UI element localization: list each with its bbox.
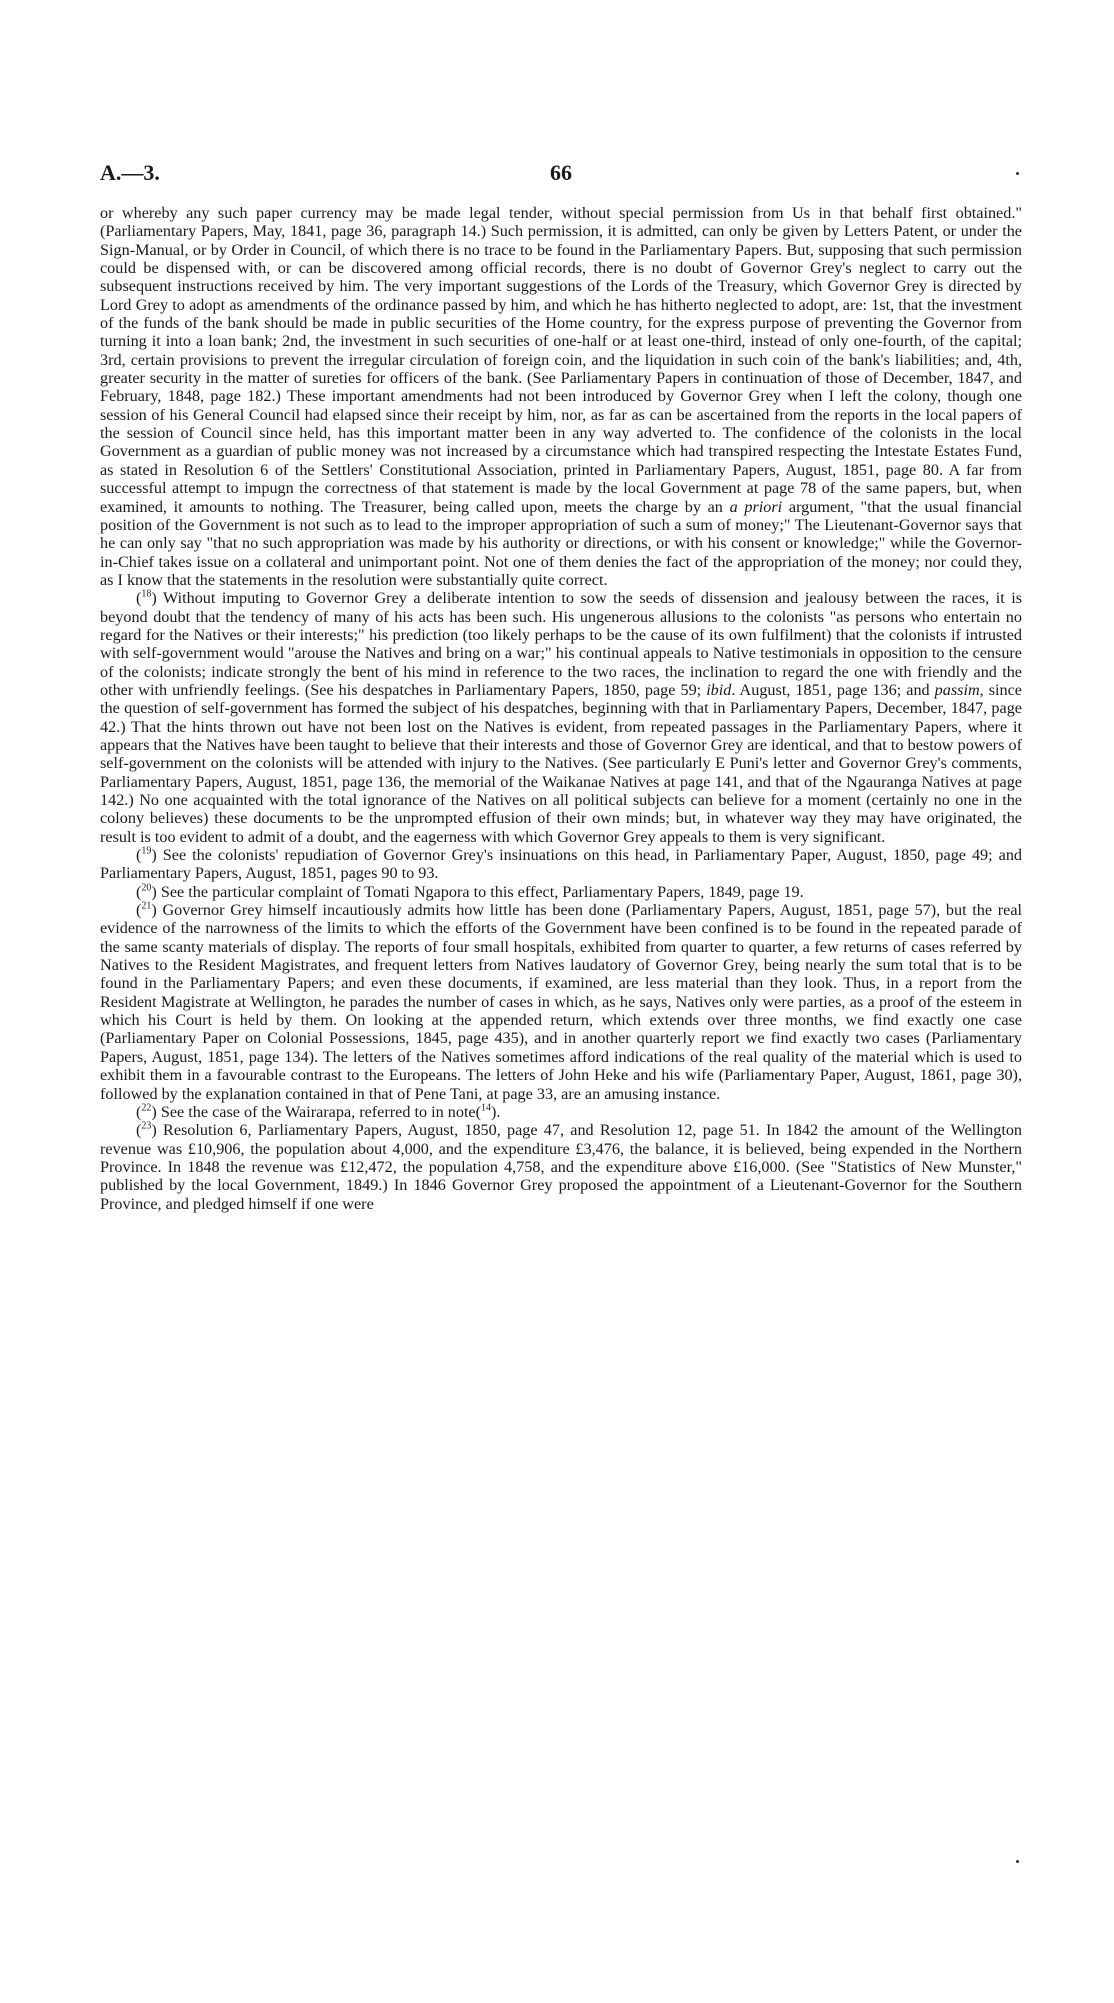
body-text [100, 204, 1022, 1213]
continued-paragraph [100, 204, 1022, 589]
note-18: ($^{18}$) Without imputing to Governor Grey a deliberate intention to sow the seeds of dissension and jealousy between the races, it is beyond doubt that the tendency of many of his acts has been such. His ungenerous allusions to the colonists "as persons who entertain no regard for the Natives or their interests;" his prediction (too likely perhaps to be the cause of its own fulfilment) that the colonists if intrusted with self-government would "arouse the Natives and bring on a war;" his continual appeals to Native testimonials in opposition to the censure of the colonists; indicate strongly the bent of his mind in reference to the two races, the inclination to regard the one with friendly and the other with unfriendly feelings. (See his despatches in Parliamentary Papers, 1850, page 59; ibid. August, 1851, page 136; and passim, since the question of self-government has formed the subject of his despatches, beginning with that in Parliamentary Papers, December, 1847, page 42.) That the hints thrown out have not been lost on the Natives is evident, from repeated passages in the Parliamentary Papers, where it appears that the Natives have been taught to believe that their interests and those of Governor Grey are identical, and that to bestow powers of self-government on the colonists will be attended with injury to the Natives. (See particularly E Puni's letter and Governor Grey's comments, Parliamentary Papers, August, 1851, page 136, the memorial of the Waikanae Natives at page 141, and that of the Ngauranga Natives at page 142.) No one acquainted with the total ignorance of the Natives on all political subjects can believe for a moment (certainly no one in the colony believes) these documents to be the unprompted effusion of their own minds; but, in whatever way they may have originated, the result is too evident to admit of a doubt, and the eagerness with which Governor Grey appeals to them is very significant. [100, 588, 1022, 846]
margin-mark [1016, 1860, 1019, 1863]
paragraph-text: argument, "that the usual financial position of the Government is not such as to lead to the improper appropriation of such a sum of money;" The Lieutenant-Governor says that he can only say "that no such appropriation was made by his authority or directions, or with his consent or knowledge;" while the Governor-in-Chief takes issue on a collateral and unimportant point. Not one of them denies the fact of the appropriation of the money; nor could they, as I know that the statements in the resolution were substantially quite correct. [100, 497, 1022, 589]
italic-term: passim [934, 680, 980, 699]
page-number: 66 [550, 160, 572, 185]
italic-term: ibid [706, 680, 732, 699]
note-cross-reference: 14 [481, 1102, 492, 1114]
note-text: ). [491, 1102, 501, 1121]
note-text: Resolution 6, Parliamentary Papers, August, 1850, page 47, and Resolution 12, page 51. In 1842 the amount of the Wellington revenue was £10,906, the population about 4,000, and the expenditure £3,476, the balance, it is believed, being expended in the Northern Province. In 1848 the revenue was £12,472, the population 4,758, and the expenditure above £16,000. (See "Statistics of New Munster," published by the local Government, 1849.) In 1846 Governor Grey proposed the appointment of a Lieutenant-Governor for the Southern Province, and pledged himself if one were [100, 1121, 1023, 1213]
note-19: ($^{19}$) See the colonists' repudiation of Governor Grey's insinuations on this head, in Parliamentary Paper, August, 1850, page 49; and Parliamentary Papers, August, 1851, pages 90 to 93. [100, 845, 1023, 883]
note-20: ($^{20}$) See the particular complaint of Tomati Ngapora to this effect, Parliamentary Papers, 1849, page 19. [136, 882, 804, 901]
note-number: 21 [141, 900, 152, 912]
note-text: Without imputing to Governor Grey a deliberate intention to sow the seeds of dissension and jealousy between the races, it is beyond doubt that the tendency of many of his acts has been such. His ungenerous allusions to the colonists "as persons who entertain no regard for the Natives or their interests;" his prediction (too likely perhaps to be the cause of its own fulfilment) that the colonists if intrusted with self-government would "arouse the Natives and bring on a war;" his continual appeals to Native testimonials in opposition to the censure of the colonists; indicate strongly the bent of his mind in reference to the two races, the inclination to regard the one with friendly and the other with unfriendly feelings. (See his despatches in Parliamentary Papers, 1850, page 59; [100, 589, 1022, 699]
note-text: , since the question of self-government has formed the subject of his despatches, beginning with that in Parliamentary Papers, December, 1847, page 42.) That the hints thrown out have not been lost on the Natives is evident, from repeated passages in the Parliamentary Papers, where it appears that the Natives have been taught to believe that their interests and those of Governor Grey are identical, and that to bestow powers of self-government on the colonists will be attended with injury to the Natives. (See particularly E Puni's letter and Governor Grey's comments, Parliamentary Papers, August, 1851, page 136, the memorial of the Waikanae Natives at page 141, and that of the Ngauranga Natives at page 142.) No one acquainted with the total ignorance of the Natives on all political subjects can believe for a moment (certainly no one in the colony believes) these documents to be the unprompted effusion of their own minds; but, in whatever way they may have originated, the result is too evident to admit of a doubt, and the eagerness with which Governor Grey appeals to them is very significant. [100, 680, 1022, 846]
note-21: ($^{21}$) Governor Grey himself incautiously admits how little has been done (Parliamentary Papers, August, 1851, page 57), but the real evidence of the narrowness of the limits to which the efforts of the Government have been confined is to be found in the repeated parade of the same scanty materials of display. The reports of four small hospitals, exhibited from quarter to quarter, a few returns of cases referred by Natives to the Resident Magistrates, and frequent letters from Natives laudatory of Governor Grey, being nearly the sum total that is to be found in the Parliamentary Papers; and even these documents, if examined, are less material than they look. Thus, in a report from the Resident Magistrate at Wellington, he parades the number of cases in which, as he says, Natives only were parties, as a proof of the esteem in which his Court is held by them. On looking at the appended return, which extends over three months, we find exactly one case (Parliamentary Paper on Colonial Possessions, 1845, page 435), and in another quarterly report we find exactly two cases (Parliamentary Papers, August, 1851, page 134). The letters of the Natives sometimes afford indications of the real quality of the material which is used to exhibit them in a favourable contrast to the Europeans. The letters of John Heke and his wife (Parliamentary Paper, August, 1861, page 30), followed by the explanation contained in that of Pene Tani, at page 33, are an amusing instance. [100, 900, 1022, 1103]
document-page [100, 160, 1022, 1213]
note-text: . August, 1851, page 136; and [731, 680, 930, 699]
document-reference: A.—3. [100, 160, 160, 185]
page-header [100, 160, 1022, 196]
note-text: Governor Grey himself incautiously admits how little has been done (Parliamentary Papers, August, 1851, page 57), but the real evidence of the narrowness of the limits to which the efforts of the Government have been confined is to be found in the repeated parade of the same scanty materials of display. The reports of four small hospitals, exhibited from quarter to quarter, a few returns of cases referred by Natives to the Resident Magistrates, and frequent letters from Natives laudatory of Governor Grey, being nearly the sum total that is to be found in the Parliamentary Papers; and even these documents, if examined, are less material than they look. Thus, in a report from the Resident Magistrate at Wellington, he parades the number of cases in which, as he says, Natives only were parties, as a proof of the esteem in which his Court is held by them. On looking at the appended return, which extends over three months, we find exactly one case (Parliamentary Paper on Colonial Possessions, 1845, page 435), and in another quarterly report we find exactly two cases (Parliamentary Papers, August, 1851, page 134). The letters of the Natives sometimes afford indications of the real quality of the material which is used to exhibit them in a favourable contrast to the Europeans. The letters of John Heke and his wife (Parliamentary Paper, August, 1861, page 30), followed by the explanation contained in that of Pene Tani, at page 33, are an amusing instance. [100, 901, 1022, 1103]
italic-term: a priori [729, 497, 783, 516]
note-23: ($^{23}$) Resolution 6, Parliamentary Papers, August, 1850, page 47, and Resolution 12, page 51. In 1842 the amount of the Wellington revenue was £10,906, the population about 4,000, and the expenditure £3,476, the balance, it is believed, being expended in the Northern Province. In 1848 the revenue was £12,472, the population 4,758, and the expenditure above £16,000. (See "Statistics of New Munster," published by the local Government, 1849.) In 1846 Governor Grey proposed the appointment of a Lieutenant-Governor for the Southern Province, and pledged himself if one were [100, 1120, 1023, 1213]
note-number: 22 [141, 1102, 152, 1114]
note-number: 20 [141, 882, 152, 894]
margin-mark [1016, 172, 1019, 175]
note-text: See the particular complaint of Tomati Ngapora to this effect, Parliamentary Papers, 1849, page 19. [160, 882, 804, 901]
note-text: See the case of the Wairarapa, referred to in note( [160, 1102, 482, 1121]
note-22: ($^{22}$) See the case of the Wairarapa, referred to in note($^{14}$). [136, 1102, 501, 1121]
note-number: 19 [141, 845, 152, 857]
note-number: 23 [141, 1120, 152, 1132]
note-number: 18 [141, 588, 152, 600]
paragraph-text: or whereby any such paper currency may be made legal tender, without special permission from Us in that behalf first obtained." (Parliamentary Papers, May, 1841, page 36, paragraph 14.) Such permission, it is admitted, can only be given by Letters Patent, or under the Sign-Manual, or by Order in Council, of which there is no trace to be found in the Parliamentary Papers. But, supposing that such permission could be dispensed with, or can be discovered among official records, there is no doubt of Governor Grey's neglect to carry out the subsequent instructions received by him. The very important suggestions of the Lords of the Treasury, which Governor Grey is directed by Lord Grey to adopt as amendments of the ordinance passed by him, and which he has hitherto neglected to adopt, are: 1st, that the investment of the funds of the bank should be made in public securities of the Home country, for the express purpose of preventing the Governor from turning it into a loan bank; 2nd, the investment in such securities of one-half or at least one-third, instead of only one-fourth, of the capital; 3rd, certain provisions to prevent the irregular circulation of foreign coin, and the liquidation in such coin of the bank's liabilities; and, 4th, greater security in the matter of sureties for officers of the bank. (See Parliamentary Papers in continuation of those of December, 1847, and February, 1848, page 182.) These important amendments had not been introduced by Governor Grey when I left the colony, though one session of his General Council had elapsed since their receipt by him, nor, as far as can be ascertained from the reports in the local papers of the session of Council since held, has this important matter been in any way adverted to. The confidence of the colonists in the local Government as a guardian of public money was not increased by a circumstance which had transpired respecting the Intestate Estates Fund, as stated in Resolution 6 of the Settlers' Constitutional Association, printed in Parliamentary Papers, August, 1851, page 80. A far from successful attempt to impugn the correctness of that statement is made by the local Government at page 78 of the same papers, but, when examined, it amounts to nothing. The Treasurer, being called upon, meets the charge by an [100, 204, 1022, 516]
note-text: See the colonists' repudiation of Governor Grey's insinuations on this head, in Parliamentary Paper, August, 1850, page 49; and Parliamentary Papers, August, 1851, pages 90 to 93. [100, 846, 1023, 883]
